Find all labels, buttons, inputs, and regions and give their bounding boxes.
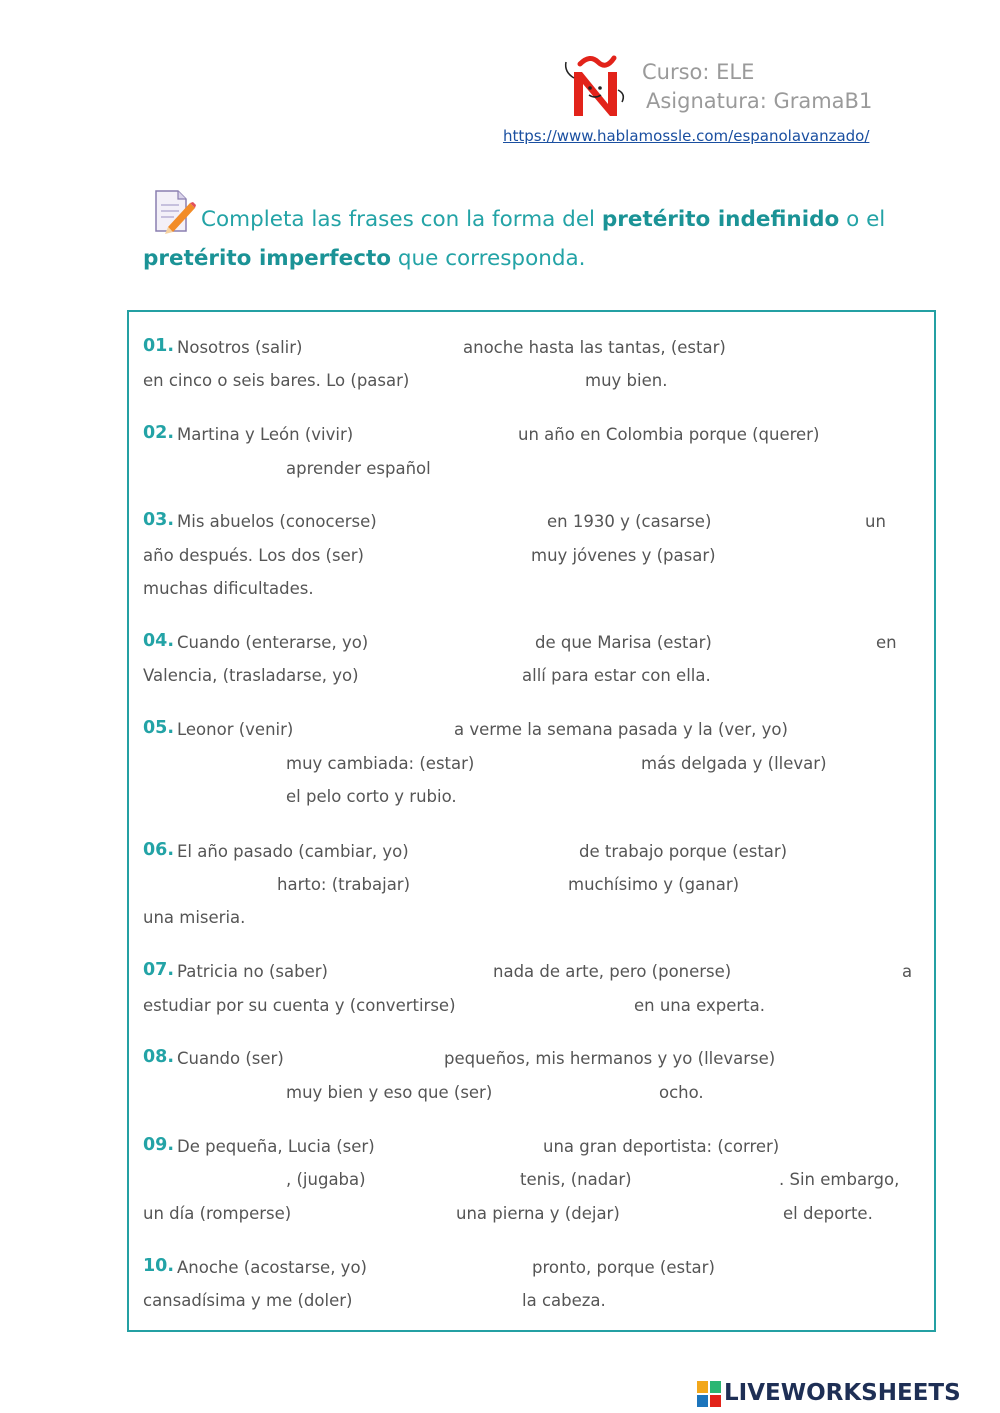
exercise-text: anoche hasta las tantas, (estar) — [463, 338, 726, 357]
exercise-text: muy bien. — [585, 371, 668, 390]
exercise-text: De pequeña, Lucia (ser) — [177, 1137, 375, 1156]
exercise-text: Martina y León (vivir) — [177, 425, 354, 444]
exercise-text: Anoche (acostarse, yo) — [177, 1258, 367, 1277]
instruction-part-1: Completa las frases con la forma del — [201, 207, 602, 232]
exercise-text: pequeños, mis hermanos y yo (llevarse) — [444, 1049, 776, 1068]
exercise-text: a — [902, 962, 913, 981]
exercise-text: cansadísima y me (doler) — [143, 1291, 353, 1310]
exercise-text: . Sin embargo, — [779, 1170, 900, 1189]
instruction-part-3: que corresponda. — [391, 246, 586, 271]
exercise-text: Cuando (ser) — [177, 1049, 284, 1068]
exercise-text: en 1930 y (casarse) — [547, 512, 712, 531]
exercise-text: una pierna y (dejar) — [456, 1204, 620, 1223]
exercise-number: 08. — [143, 1047, 175, 1067]
exercise-text: año después. Los dos (ser) — [143, 546, 364, 565]
exercise-text: una miseria. — [143, 908, 246, 927]
exercise-number: 02. — [143, 423, 175, 443]
exercise-number: 05. — [143, 718, 175, 738]
exercise-number: 06. — [143, 840, 175, 860]
website-link[interactable]: https://www.hablamossle.com/espanolavanzado/ — [503, 127, 870, 145]
liveworksheets-wordmark: LIVEWORKSHEETS — [724, 1380, 961, 1406]
exercise-text: muy jóvenes y (pasar) — [531, 546, 716, 565]
exercise-text: allí para estar con ella. — [522, 666, 711, 685]
exercise-text: un año en Colombia porque (querer) — [518, 425, 820, 444]
exercise-number: 07. — [143, 960, 175, 980]
exercise-text: el pelo corto y rubio. — [286, 787, 457, 806]
exercise-text: en — [876, 633, 897, 652]
subject-label: Asignatura: GramaB1 — [646, 89, 873, 113]
exercise-text: nada de arte, pero (ponerse) — [493, 962, 732, 981]
exercise-text: una gran deportista: (correr) — [543, 1137, 780, 1156]
exercise-text: Cuando (enterarse, yo) — [177, 633, 369, 652]
exercise-text: harto: (trabajar) — [277, 875, 411, 894]
exercise-text: Nosotros (salir) — [177, 338, 303, 357]
exercise-text: , (jugaba) — [286, 1170, 366, 1189]
exercise-text: de que Marisa (estar) — [535, 633, 712, 652]
exercise-text: Valencia, (trasladarse, yo) — [143, 666, 359, 685]
logo-enye-icon — [560, 50, 632, 122]
exercise-number: 04. — [143, 631, 175, 651]
exercise-text: Mis abuelos (conocerse) — [177, 512, 377, 531]
exercise-number: 01. — [143, 336, 175, 356]
exercise-text: muchísimo y (ganar) — [568, 875, 740, 894]
liveworksheets-brand — [697, 1379, 997, 1409]
course-label: Curso: ELE — [642, 60, 755, 84]
instruction-text — [143, 200, 933, 278]
exercise-text: muchas dificultades. — [143, 579, 314, 598]
exercise-text: más delgada y (llevar) — [641, 754, 827, 773]
exercise-text: en cinco o seis bares. Lo (pasar) — [143, 371, 410, 390]
liveworksheets-logo-icon — [697, 1381, 721, 1407]
exercise-number: 03. — [143, 510, 175, 530]
exercise-text: tenis, (nadar) — [520, 1170, 632, 1189]
exercise-text: en una experta. — [634, 996, 765, 1015]
exercise-number: 10. — [143, 1256, 175, 1276]
exercise-text: muy bien y eso que (ser) — [286, 1083, 493, 1102]
exercise-text: la cabeza. — [522, 1291, 606, 1310]
exercise-text: pronto, porque (estar) — [532, 1258, 715, 1277]
exercise-text: ocho. — [659, 1083, 704, 1102]
instruction-part-2: o el — [839, 207, 886, 232]
exercise-text: un día (romperse) — [143, 1204, 292, 1223]
exercise-text: a verme la semana pasada y la (ver, yo) — [454, 720, 788, 739]
exercise-text: un — [865, 512, 886, 531]
exercise-text: muy cambiada: (estar) — [286, 754, 475, 773]
exercise-text: aprender español — [286, 459, 431, 478]
exercise-text: Leonor (venir) — [177, 720, 294, 739]
exercise-text: estudiar por su cuenta y (convertirse) — [143, 996, 456, 1015]
exercise-number: 09. — [143, 1135, 175, 1155]
exercise-text: Patricia no (saber) — [177, 962, 328, 981]
exercise-text: de trabajo porque (estar) — [579, 842, 788, 861]
instruction-bold-imperfecto: pretérito imperfecto — [143, 246, 392, 271]
exercise-text: el deporte. — [783, 1204, 873, 1223]
instruction-bold-indefinido: pretérito indefinido — [601, 207, 840, 232]
exercise-text: El año pasado (cambiar, yo) — [177, 842, 409, 861]
